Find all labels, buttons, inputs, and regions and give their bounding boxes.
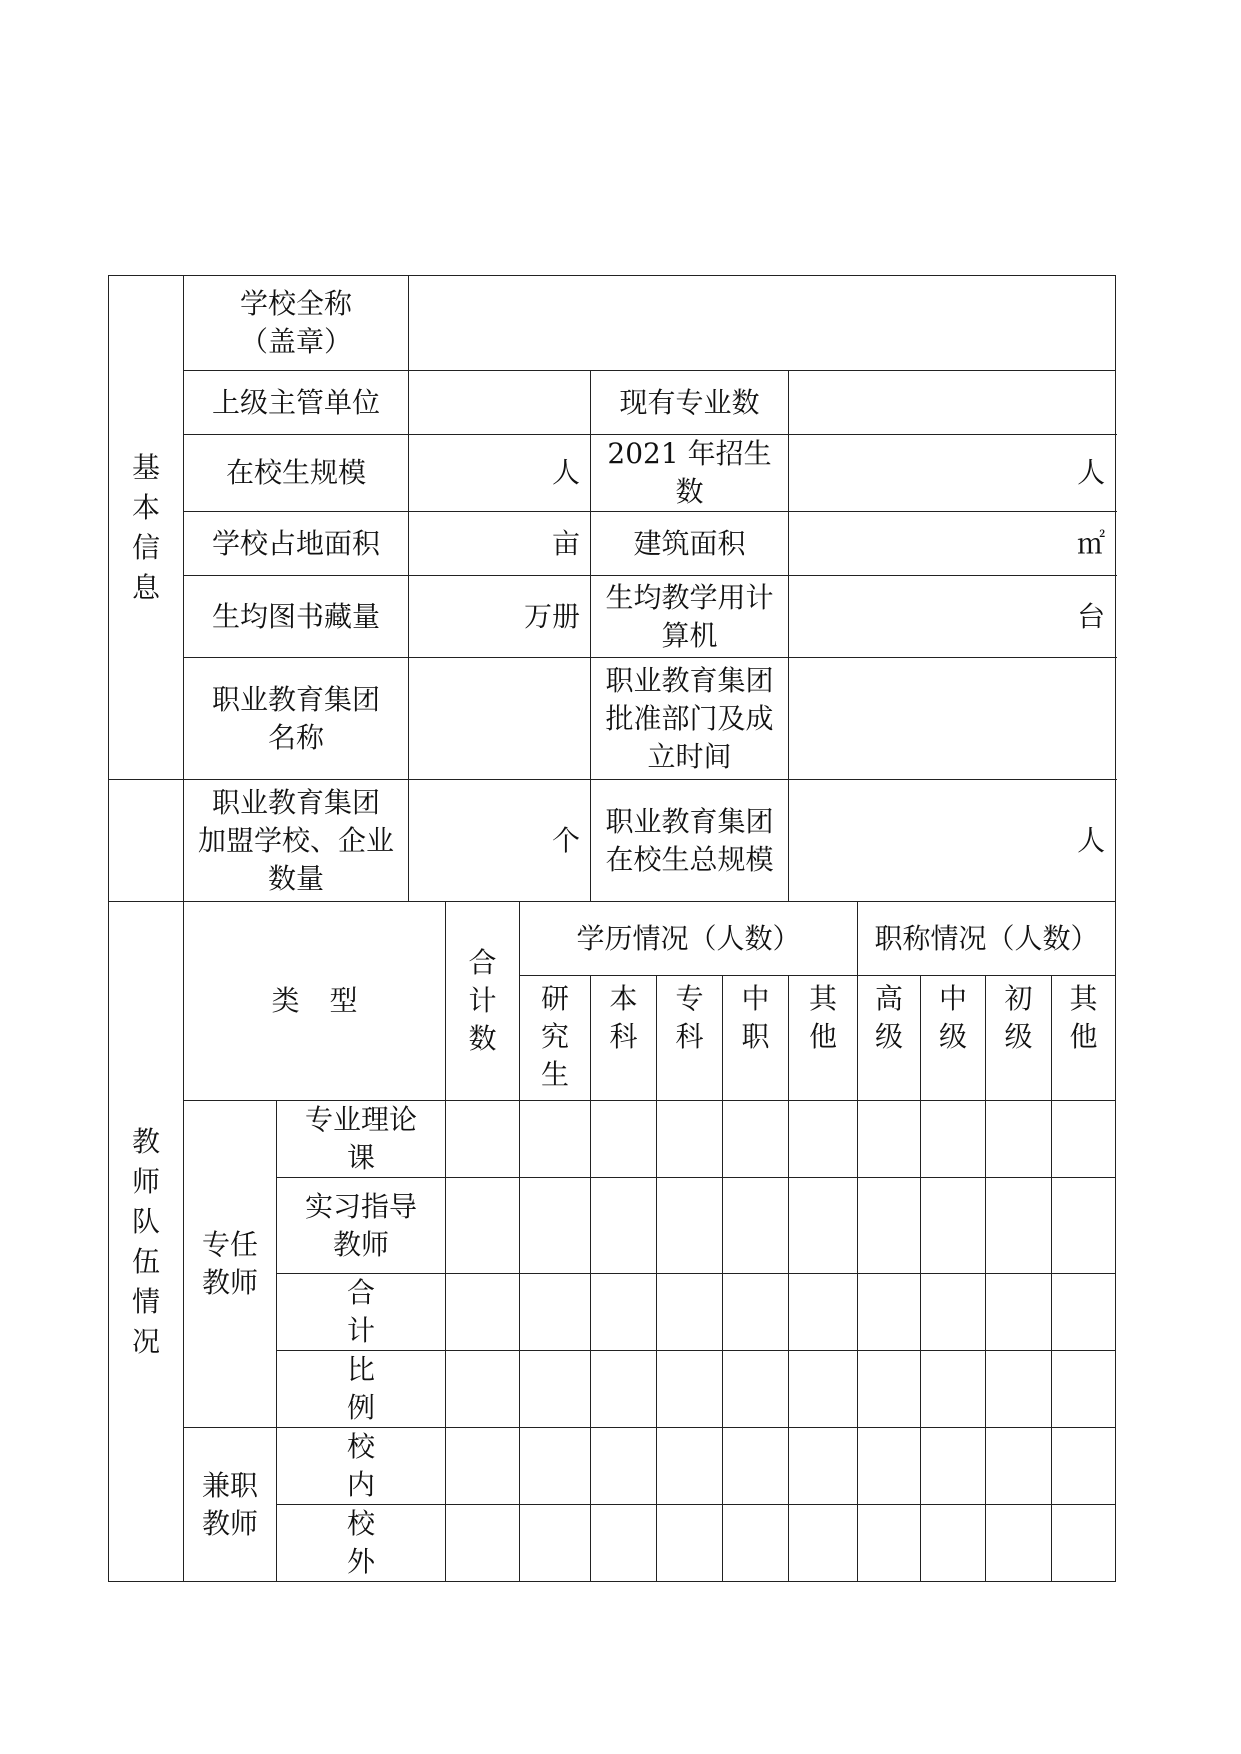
teacher-header-row-1	[109, 902, 1116, 976]
data-cell[interactable]	[723, 1274, 789, 1351]
group-students-label: 职业教育集团 在校生总规模	[591, 780, 789, 902]
data-cell[interactable]	[986, 1101, 1052, 1178]
data-cell[interactable]	[520, 1351, 591, 1428]
data-cell[interactable]	[986, 1274, 1052, 1351]
data-cell[interactable]	[789, 1178, 858, 1274]
data-cell[interactable]	[1052, 1101, 1116, 1178]
supervisor-row	[109, 371, 1116, 435]
data-cell[interactable]	[789, 1428, 858, 1505]
data-cell[interactable]	[921, 1178, 986, 1274]
data-cell[interactable]	[986, 1178, 1052, 1274]
table-row	[109, 1428, 1116, 1505]
data-cell[interactable]	[921, 1505, 986, 1582]
total-count-header: 合 计 数	[446, 902, 520, 1101]
data-cell[interactable]	[723, 1505, 789, 1582]
data-cell[interactable]	[446, 1351, 520, 1428]
data-cell[interactable]	[789, 1274, 858, 1351]
group-name-field[interactable]	[409, 658, 591, 780]
computers-field[interactable]: 台	[789, 576, 1116, 658]
data-cell[interactable]	[657, 1178, 723, 1274]
enrollment-scale-field[interactable]: 人	[409, 435, 591, 512]
majors-count-label: 现有专业数	[591, 371, 789, 435]
data-cell[interactable]	[591, 1428, 657, 1505]
data-cell[interactable]	[921, 1101, 986, 1178]
school-name-row	[109, 276, 1116, 371]
data-cell[interactable]	[657, 1274, 723, 1351]
data-cell[interactable]	[723, 1428, 789, 1505]
type-header: 类型	[184, 902, 446, 1101]
data-cell[interactable]	[723, 1101, 789, 1178]
row-label-subtotal: 合计	[277, 1274, 446, 1351]
school-name-field[interactable]	[409, 276, 1116, 371]
edu-col-college: 专 科	[657, 976, 723, 1101]
data-cell[interactable]	[591, 1101, 657, 1178]
group-name-row	[109, 658, 1116, 780]
data-cell[interactable]	[657, 1101, 723, 1178]
title-header: 职称情况（人数）	[858, 902, 1116, 976]
parttime-teachers-label: 兼职 教师	[184, 1428, 277, 1582]
fulltime-teachers-label: 专任 教师	[184, 1101, 277, 1428]
title-col-intermediate: 中 级	[921, 976, 986, 1101]
data-cell[interactable]	[921, 1428, 986, 1505]
area-row	[109, 512, 1116, 576]
row-label-ratio: 比例	[277, 1351, 446, 1428]
group-students-field[interactable]: 人	[789, 780, 1116, 902]
data-cell[interactable]	[1052, 1428, 1116, 1505]
data-cell[interactable]	[986, 1428, 1052, 1505]
group-members-label: 职业教育集团 加盟学校、企业 数量	[184, 780, 409, 902]
data-cell[interactable]	[858, 1274, 921, 1351]
land-area-label: 学校占地面积	[184, 512, 409, 576]
teachers-section-label: 教 师 队 伍 情 况	[109, 902, 184, 1582]
data-cell[interactable]	[520, 1505, 591, 1582]
row-label-internal: 校内	[277, 1428, 446, 1505]
data-cell[interactable]	[1052, 1351, 1116, 1428]
data-cell[interactable]	[657, 1505, 723, 1582]
land-area-field[interactable]: 亩	[409, 512, 591, 576]
enrollment-row	[109, 435, 1116, 512]
data-cell[interactable]	[986, 1351, 1052, 1428]
data-cell[interactable]	[591, 1274, 657, 1351]
data-cell[interactable]	[591, 1178, 657, 1274]
data-cell[interactable]	[657, 1351, 723, 1428]
edu-col-vocational: 中 职	[723, 976, 789, 1101]
title-col-other: 其 他	[1052, 976, 1116, 1101]
data-cell[interactable]	[446, 1505, 520, 1582]
computers-label: 生均教学用计 算机	[591, 576, 789, 658]
data-cell[interactable]	[657, 1428, 723, 1505]
education-header: 学历情况（人数）	[520, 902, 858, 976]
data-cell[interactable]	[520, 1101, 591, 1178]
blank-section-cell	[109, 780, 184, 902]
data-cell[interactable]	[520, 1274, 591, 1351]
group-members-row	[109, 780, 1116, 902]
data-cell[interactable]	[858, 1101, 921, 1178]
supervisor-label: 上级主管单位	[184, 371, 409, 435]
title-col-junior: 初 级	[986, 976, 1052, 1101]
data-cell[interactable]	[858, 1505, 921, 1582]
enrollment-scale-label: 在校生规模	[184, 435, 409, 512]
data-cell[interactable]	[789, 1351, 858, 1428]
supervisor-field[interactable]	[409, 371, 591, 435]
data-cell[interactable]	[858, 1428, 921, 1505]
building-area-label: 建筑面积	[591, 512, 789, 576]
row-label-external: 校外	[277, 1505, 446, 1582]
data-cell[interactable]	[921, 1274, 986, 1351]
data-cell[interactable]	[446, 1178, 520, 1274]
data-cell[interactable]	[723, 1351, 789, 1428]
data-cell[interactable]	[446, 1101, 520, 1178]
group-members-field[interactable]: 个	[409, 780, 591, 902]
table-row	[109, 1101, 1116, 1178]
data-cell[interactable]	[520, 1428, 591, 1505]
data-cell[interactable]	[858, 1178, 921, 1274]
data-cell[interactable]	[1052, 1505, 1116, 1582]
group-name-label: 职业教育集团 名称	[184, 658, 409, 780]
building-area-field[interactable]: ㎡	[789, 512, 1116, 576]
data-cell[interactable]	[986, 1505, 1052, 1582]
majors-count-field[interactable]	[789, 371, 1116, 435]
books-field[interactable]: 万册	[409, 576, 591, 658]
resources-row	[109, 576, 1116, 658]
data-cell[interactable]	[591, 1505, 657, 1582]
row-label-practice: 实习指导 教师	[277, 1178, 446, 1274]
edu-col-bachelor: 本 科	[591, 976, 657, 1101]
school-name-label: 学校全称 （盖章）	[184, 276, 409, 371]
admissions-2021-label: 2021 年招生数	[591, 435, 789, 512]
data-cell[interactable]	[1052, 1274, 1116, 1351]
school-info-form	[108, 275, 1116, 1582]
data-cell[interactable]	[446, 1274, 520, 1351]
data-cell[interactable]	[723, 1178, 789, 1274]
group-approval-field[interactable]	[789, 658, 1116, 780]
data-cell[interactable]	[789, 1505, 858, 1582]
data-cell[interactable]	[520, 1178, 591, 1274]
edu-col-graduate: 研 究 生	[520, 976, 591, 1101]
basic-info-section-label: 基 本 信 息	[109, 276, 184, 780]
data-cell[interactable]	[921, 1351, 986, 1428]
data-cell[interactable]	[789, 1101, 858, 1178]
data-cell[interactable]	[858, 1351, 921, 1428]
row-label-theory: 专业理论 课	[277, 1101, 446, 1178]
data-cell[interactable]	[446, 1428, 520, 1505]
data-cell[interactable]	[1052, 1178, 1116, 1274]
admissions-2021-field[interactable]: 人	[789, 435, 1116, 512]
edu-col-other: 其 他	[789, 976, 858, 1101]
group-approval-label: 职业教育集团 批准部门及成 立时间	[591, 658, 789, 780]
title-col-senior: 高 级	[858, 976, 921, 1101]
books-label: 生均图书藏量	[184, 576, 409, 658]
data-cell[interactable]	[591, 1351, 657, 1428]
